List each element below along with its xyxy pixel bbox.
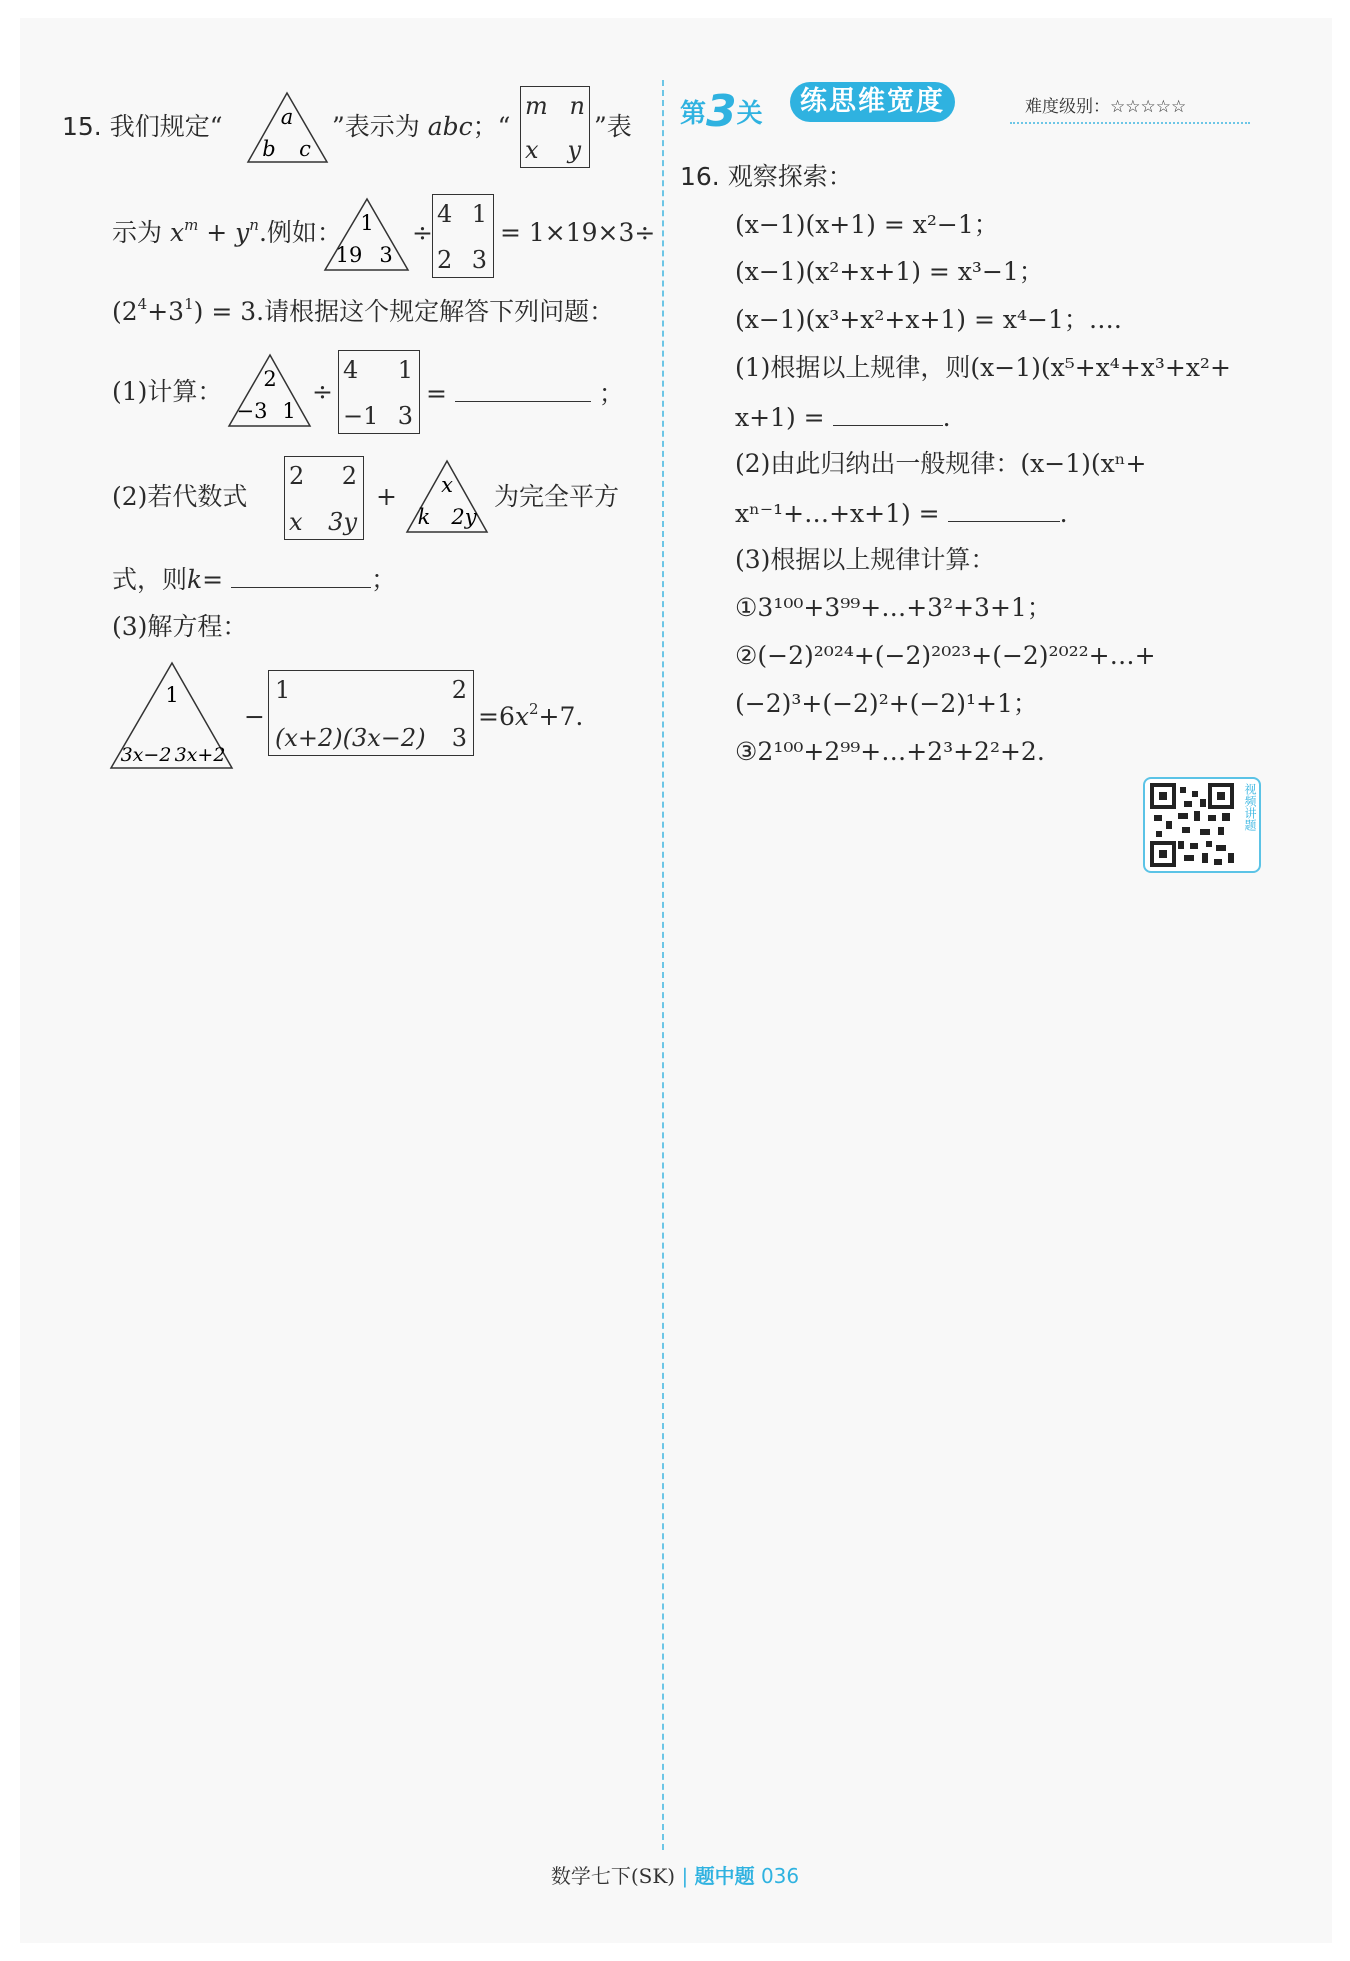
question-number: 16. — [680, 162, 720, 191]
calc-2-line2: (−2)³+(−2)²+(−2)¹+1； — [735, 689, 1038, 718]
part2-answer-line: 式，则k= ； — [112, 561, 396, 597]
q15-line2: 示为 $x^m + y^n$.例如： — [112, 216, 342, 247]
definition-triangle — [245, 90, 330, 166]
part1-box: 4 1 −1 3 — [338, 350, 420, 434]
answer-blank[interactable] — [833, 399, 943, 426]
difficulty-stars: ☆☆☆☆☆ — [1110, 97, 1187, 117]
part-3-label: (3)解方程： — [112, 612, 248, 641]
banner-underline — [1010, 122, 1250, 124]
example-triangle — [322, 196, 412, 274]
page-footer — [0, 1860, 1350, 1889]
text: ”表 — [594, 112, 632, 141]
qr-code[interactable] — [1143, 777, 1261, 873]
svg-text:1: 1 — [165, 683, 179, 707]
difficulty-rating: 难度级别：☆☆☆☆☆ — [1025, 97, 1187, 117]
part1-triangle — [226, 352, 314, 430]
book-title: 数学七下(SK) — [550, 1864, 676, 1888]
svg-text:x: x — [441, 473, 453, 497]
part-1-line2: x+1) = . — [735, 399, 951, 435]
answer-blank[interactable] — [455, 375, 591, 402]
part2-box: 2 2 x 3y — [284, 456, 364, 540]
qr-label: 视频讲题 — [1243, 783, 1257, 831]
calc-1: ①3¹⁰⁰+3⁹⁹+…+3²+3+1； — [735, 593, 1052, 622]
section-banner — [680, 82, 1255, 137]
footer-separator: | — [681, 1864, 695, 1888]
qr-code-icon — [1148, 781, 1244, 871]
part3-triangle — [108, 660, 236, 772]
part2-triangle — [404, 458, 490, 536]
identity-1: (x−1)(x+1) = x²−1； — [735, 210, 999, 239]
q16-title: 16. 观察探索： — [680, 162, 853, 191]
svg-text:1: 1 — [282, 399, 296, 423]
svg-text:3x+2: 3x+2 — [174, 744, 226, 766]
question-number: 15. — [62, 112, 102, 141]
svg-text:19: 19 — [335, 243, 363, 267]
answer-blank[interactable] — [231, 561, 371, 588]
answer-blank[interactable] — [948, 495, 1060, 522]
triangle-right: c — [299, 137, 311, 161]
svg-text:2y: 2y — [451, 505, 477, 529]
part1-answer-line: = ； — [426, 375, 624, 411]
text: 我们规定“ — [109, 112, 223, 141]
part-2-line1: (2)由此归纳出一般规律：(x−1)(xⁿ+ — [735, 449, 1147, 478]
example-box: 4 1 2 3 — [432, 194, 494, 278]
section-level: 第3关 — [680, 86, 763, 137]
part-2-line2: xⁿ⁻¹+…+x+1) = . — [735, 495, 1068, 531]
q15-line3: $(2^4+3^1) = 3$.请根据这个规定解答下列问题： — [112, 295, 615, 326]
q15-line1-mid: ”表示为 abc；“ — [332, 112, 511, 141]
part-1-label: (1)计算： — [112, 377, 223, 406]
svg-text:−3: −3 — [236, 399, 268, 423]
column-divider — [662, 80, 664, 1850]
triangle-top: a — [280, 105, 294, 129]
svg-text:k: k — [417, 505, 431, 529]
triangle-left: b — [262, 137, 276, 161]
svg-text:3: 3 — [379, 243, 393, 267]
calc-2-line1: ②(−2)²⁰²⁴+(−2)²⁰²³+(−2)²⁰²²+…+ — [735, 641, 1156, 670]
identity-2: (x−1)(x²+x+1) = x³−1； — [735, 257, 1044, 286]
part3-rhs: $=6x^2+7$. — [478, 700, 584, 731]
svg-text:2: 2 — [263, 367, 277, 391]
definition-box: m n x y — [520, 86, 590, 168]
series-name: 题中题 — [694, 1864, 755, 1888]
identity-3: (x−1)(x³+x²+x+1) = x⁴−1；…. — [735, 305, 1122, 334]
svg-text:1: 1 — [360, 211, 374, 235]
page-number: 036 — [760, 1864, 800, 1888]
part-3-label: (3)根据以上规律计算： — [735, 545, 996, 574]
svg-text:3x−2: 3x−2 — [120, 744, 172, 766]
part-2-label: (2)若代数式 — [112, 482, 248, 511]
part-1-line1: (1)根据以上规律，则(x−1)(x⁵+x⁴+x³+x²+ — [735, 353, 1231, 382]
part3-box: 1 2 (x+2)(3x−2) 3 — [268, 670, 474, 756]
q15-line1 — [62, 110, 223, 144]
calc-3: ③2¹⁰⁰+2⁹⁹+…+2³+2²+2. — [735, 737, 1045, 766]
section-title: 练思维宽度 — [790, 82, 955, 122]
